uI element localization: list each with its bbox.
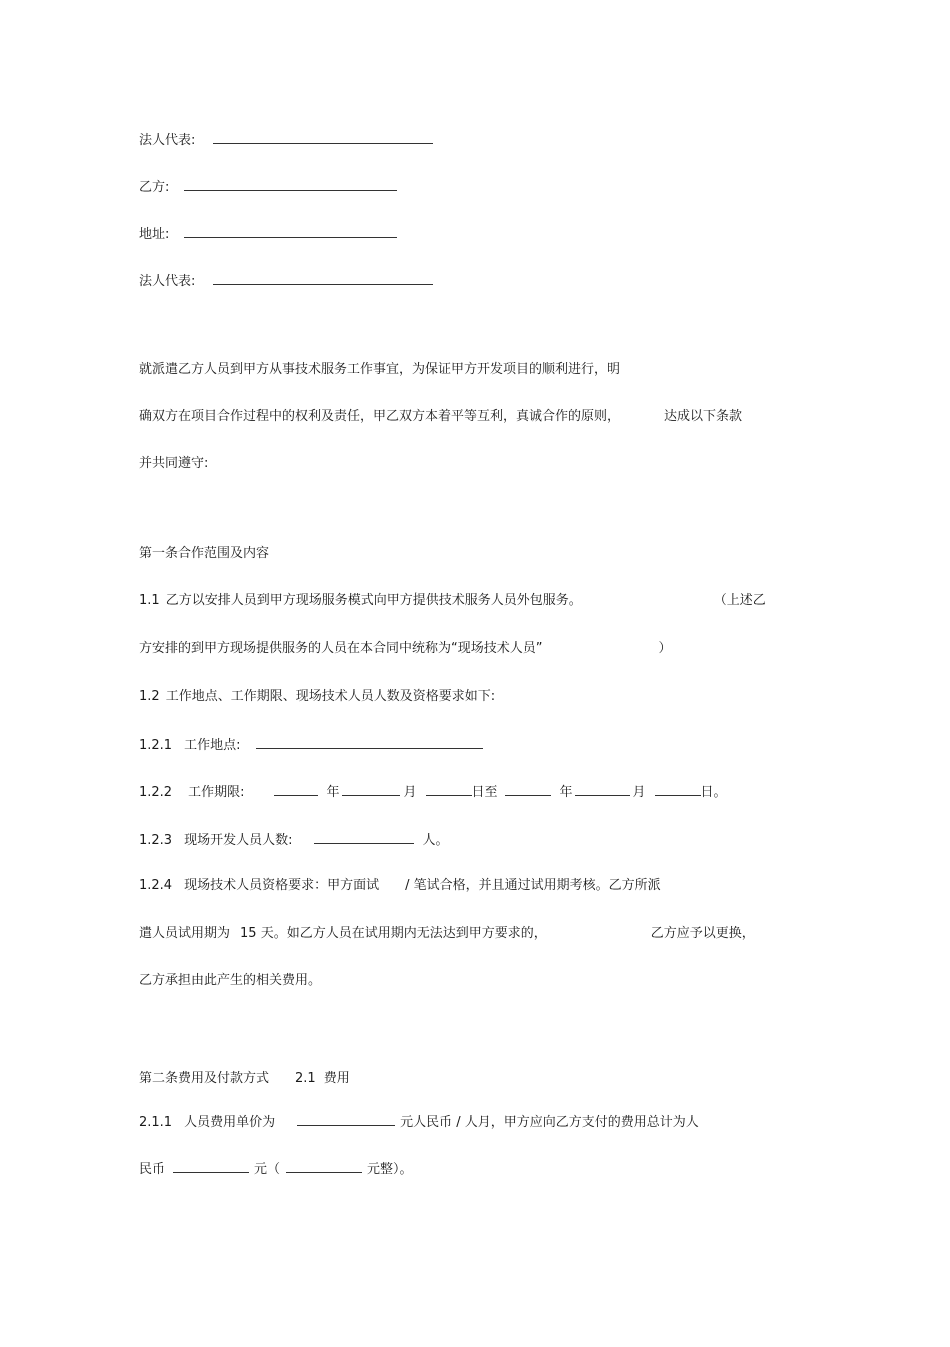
legal-rep-blank[interactable]: [213, 271, 433, 285]
month-label: 月: [403, 785, 417, 800]
clause-number: 2.1: [295, 1071, 316, 1086]
article-title: 第一条合作范围及内容: [139, 546, 270, 561]
clause-1-2-3: [139, 830, 448, 848]
start-day-blank[interactable]: [426, 782, 472, 796]
party-b-label: 乙方:: [139, 180, 170, 195]
clause-1-1: [139, 592, 766, 610]
clause-text: 工作地点、工作期限、现场技术人员人数及资格要求如下:: [165, 689, 496, 704]
legal-rep-line-1: [139, 130, 433, 148]
clause-text: 现场开发人员人数:: [184, 833, 293, 848]
party-b-blank[interactable]: [184, 177, 397, 191]
clause-text-cont: 元人民币 / 人月，甲方应向乙方支付的费用总计为人: [400, 1115, 699, 1130]
clause-text-days: 15 天。如乙方人员在试用期内无法达到甲方要求的，: [240, 926, 547, 941]
preamble-text: 就派遣乙方人员到甲方从事技术服务工作事宜，为保证甲方开发项目的顺利进行，明: [139, 362, 621, 377]
legal-rep-blank[interactable]: [213, 130, 433, 144]
address-line: [139, 224, 397, 242]
clause-1-2: [139, 688, 495, 706]
clause-number: 2.1.1: [139, 1115, 173, 1130]
clause-1-1-line-2: [139, 640, 672, 658]
total-amount-words-blank[interactable]: [286, 1159, 362, 1173]
article-title: 第二条费用及付款方式: [139, 1071, 270, 1086]
article1-title: [139, 545, 269, 563]
year-label: 年: [559, 785, 573, 800]
clause-1-2-4-line-2: [139, 925, 755, 943]
end-month-blank[interactable]: [575, 782, 630, 796]
clause-1-2-4: [139, 877, 661, 895]
year-label: 年: [326, 785, 340, 800]
sub-title: 费用: [323, 1071, 350, 1086]
clause-2-1-1-line-2: [139, 1159, 413, 1177]
legal-rep-line-2: [139, 271, 433, 289]
legal-rep-label: 法人代表:: [139, 133, 196, 148]
day-end-label: 日。: [700, 785, 727, 800]
clause-number: 1.2.2: [139, 785, 173, 800]
preamble-line-1: [139, 361, 620, 379]
clause-text: 方安排的到甲方现场提供服务的人员在本合同中统称为“现场技术人员”: [139, 641, 543, 656]
clause-text-tail: （上述乙: [713, 593, 766, 608]
clause-text-cont: / 笔试合格，并且通过试用期考核。乙方所派: [405, 878, 661, 893]
party-b-line: [139, 177, 397, 195]
clause-1-2-2: [139, 782, 727, 800]
end-day-blank[interactable]: [655, 782, 701, 796]
clause-text: 现场技术人员资格要求：甲方面试: [184, 878, 380, 893]
clause-text: 乙方承担由此产生的相关费用。: [139, 973, 322, 988]
address-blank[interactable]: [184, 224, 397, 238]
person-label: 人。: [422, 833, 449, 848]
day-to-label: 日至: [471, 785, 498, 800]
clause-text: 人员费用单价为: [184, 1115, 276, 1130]
work-location-blank[interactable]: [256, 735, 483, 749]
month-label: 月: [632, 785, 646, 800]
clause-number: 1.2.4: [139, 878, 173, 893]
preamble-text: 确双方在项目合作过程中的权利及责任，甲乙双方本着平等互利，真诚合作的原则，: [139, 409, 621, 424]
start-month-blank[interactable]: [342, 782, 400, 796]
clause-1-2-1: [139, 735, 483, 753]
clause-text: 遣人员试用期为: [139, 926, 231, 941]
start-year-blank[interactable]: [274, 782, 318, 796]
article2-title: [139, 1070, 350, 1088]
clause-text: 元整）。: [367, 1162, 413, 1177]
legal-rep-label: 法人代表:: [139, 274, 196, 289]
headcount-blank[interactable]: [314, 830, 414, 844]
preamble-text-tail: 达成以下条款: [664, 409, 743, 424]
clause-text: 民币: [139, 1162, 166, 1177]
clause-text: 乙方以安排人员到甲方现场服务模式向甲方提供技术服务人员外包服务。: [165, 593, 582, 608]
clause-2-1-1: [139, 1112, 699, 1130]
clause-number: 1.1: [139, 593, 160, 608]
end-year-blank[interactable]: [505, 782, 551, 796]
clause-number: 1.2.1: [139, 738, 173, 753]
clause-number: 1.2: [139, 689, 160, 704]
clause-1-2-4-line-3: [139, 972, 321, 990]
preamble-text: 并共同遵守:: [139, 456, 209, 471]
clause-text: 工作期限:: [188, 785, 245, 800]
clause-text-tail: ）: [658, 641, 672, 656]
clause-number: 1.2.3: [139, 833, 173, 848]
unit-price-blank[interactable]: [297, 1112, 395, 1126]
preamble-line-3: [139, 455, 208, 473]
clause-text: 工作地点:: [184, 738, 241, 753]
preamble-line-2: [139, 408, 742, 426]
total-amount-blank[interactable]: [173, 1159, 249, 1173]
clause-text-tail: 乙方应予以更换，: [650, 926, 755, 941]
clause-text: 元（: [254, 1162, 281, 1177]
address-label: 地址:: [139, 227, 170, 242]
